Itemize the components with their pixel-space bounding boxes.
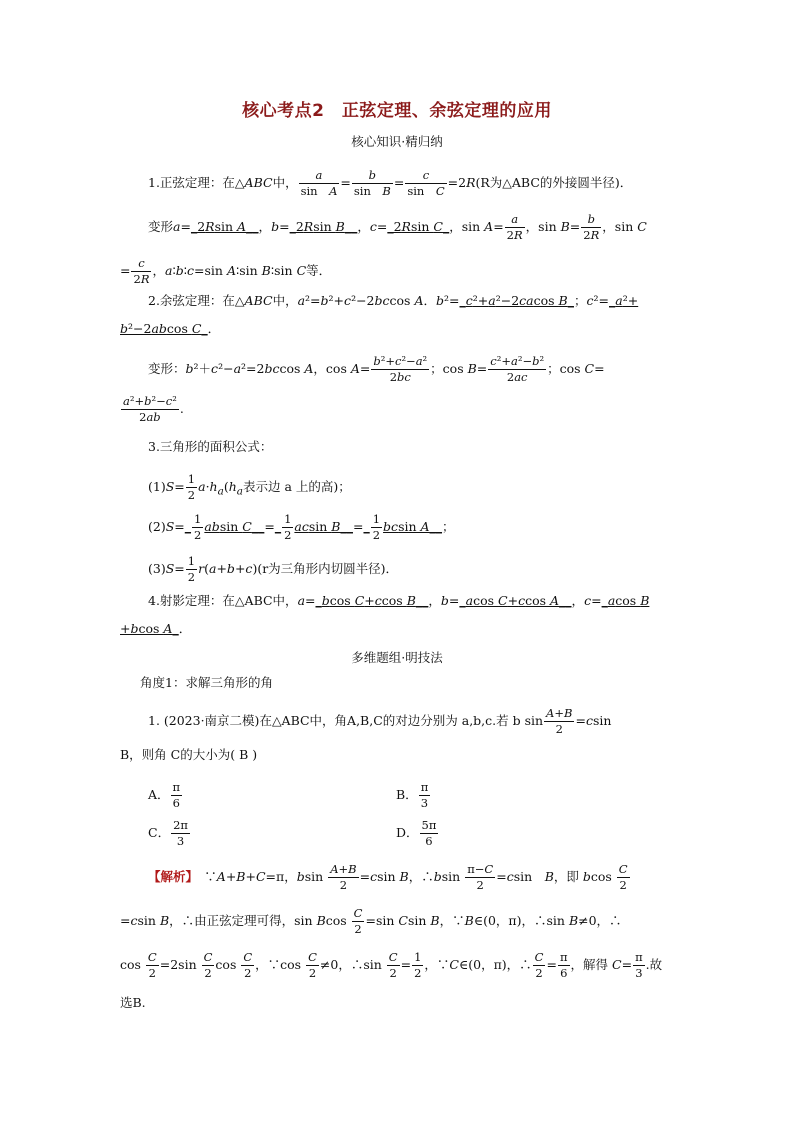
projection-theorem-line: 4.射影定理：在△ABC中，a=_bcos C+ccos B__，b=_acos C+ccos A__，c=_acos B [148,593,650,608]
sine-law-variants-line: 变形a=_2Rsin A__，b=_2Rsin B__，c=_2Rsin C_，sin A= $\frac{a}{2R}$ ，sin B= $\frac{b}{2R}$ ，sin C [148,212,647,242]
section-heading-knowledge: 核心知识·精归纳 [351,134,443,149]
angle-heading: 角度1：求解三角形的角 [140,675,273,690]
option-c: C． $\frac{2\pi}{3}$ [148,818,188,848]
cosine-c-formula: $\frac{\text{a²+b²−c²}}{2ab}$ . [123,394,184,424]
question-1-stem-cont: B，则角 C的大小为( B ) [120,747,258,762]
sine-law-ratio-line: = $\frac{c}{2R}$ ，a∶b∶c=sin A∶sin B∶sin C等． [120,256,332,286]
page-title: 核心考点2 正弦定理、余弦定理的应用 [242,101,552,121]
question-1-stem: 1. (2023·南京二模)在△ABC中，角A,B,C的对边分别为 a,b,c.若 b sin $\frac{A+B}{2}$ =csin [148,706,612,736]
law-of-cosines-cont: b²−2abcos C_． [120,321,221,336]
law-of-cosines-line: 2.余弦定理：在△ABC中，a²=b²+c²−2bccos A．b²=_c²+a²−2cacos B_；c²=_a²+ [148,293,639,308]
area-formula-1: (1)S= $\frac{1}{2}$ $a\cdot h_a(h_a$表示边 a 上的高)； [148,472,351,502]
option-b: B． $\frac{\pi}{3}$ [396,780,429,810]
option-a: A． $\frac{\pi}{6}$ [148,780,181,810]
solution-line-3: cos $\frac{C}{2}$ =2sin $\frac{C}{2}$ cos $\frac{C}{2}$ ，∵cos $\frac{C}{2}$ ≠0，∴sin $\frac{C}{2}$ = $\frac{1}{2}$ ，∵C∈(0，π)，∴ $\frac{C}{2}$ = $\frac{\pi}{6}$ ，解得 C= $\frac{\pi}{3}$ .故 [120,950,663,980]
option-d: D． $\frac{5\pi}{6}$ [396,818,437,848]
projection-theorem-cont: +bcos A_． [120,621,192,636]
cosine-variants-line: 变形：b²＋c²−a²=2bccos A，cos A= $\frac{\text{b²+c²−a²}}{2bc}$ ；cos B= $\frac{\text{c²+a²−b²}}{2ac}$ ；cos C= [148,354,605,384]
law-of-sines-line: 1.正弦定理：在△ABC中， $\frac{a}{\text{sin A}}$ = $\frac{b}{\text{sin B}}$ = $\frac{c}{\text{sin C}}$ =2R(R为△ABC的外接圆半径)． [148,168,633,198]
area-formula-3: (3)S= $\frac{1}{2}$ r(a+b+c)(r为三角形内切圆半径)． [148,554,399,584]
analysis-label: 【解析】 [148,869,192,884]
solution-line-1: 【解析】 ∵A+B+C=π，bsin $\frac{A+B}{2}$ =csin B，∴bsin $\frac{\pi-C}{2}$ =csin B，即 bcos $\frac{C}{2}$ [148,862,628,892]
area-formula-2: (2)S=_ $\frac{1}{2}$ absin C__=_ $\frac{1}{2}$ acsin B__=_ $\frac{1}{2}$ bcsin A__； [148,512,455,542]
section-heading-practice: 多维题组·明技法 [351,650,443,665]
solution-line-4: 选B. [120,995,146,1010]
area-formula-heading: 3.三角形的面积公式： [148,439,273,454]
solution-line-2: =csin B，∴由正弦定理可得，sin Bcos $\frac{C}{2}$ =sin Csin B，∵B∈(0，π)，∴sin B≠0，∴ [120,906,622,936]
